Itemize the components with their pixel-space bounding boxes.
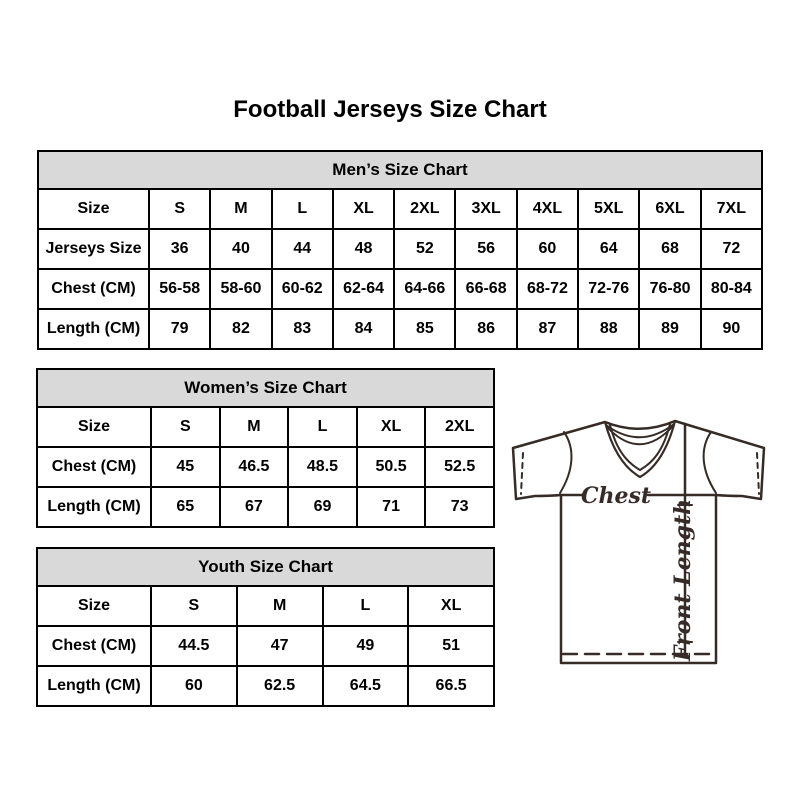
size-value-cell: 73: [425, 487, 494, 527]
mens-size-chart-table: [37, 150, 763, 350]
size-value-cell: L: [272, 189, 333, 229]
left-shoulder-seam: [560, 432, 571, 493]
chart-title-row: [37, 369, 494, 407]
right-shoulder-seam: [704, 432, 716, 493]
size-value-cell: 51: [408, 626, 494, 666]
table-row: [38, 309, 762, 349]
chart-title-row: [38, 151, 762, 189]
youth-chart-title: Youth Size Chart: [37, 548, 494, 586]
row-label: Chest (CM): [37, 447, 151, 487]
vneck-inner-line: [610, 424, 670, 470]
size-value-cell: 44.5: [151, 626, 237, 666]
size-value-cell: 44: [272, 229, 333, 269]
table-row: [37, 487, 494, 527]
size-value-cell: 2XL: [425, 407, 494, 447]
size-value-cell: XL: [333, 189, 394, 229]
size-value-cell: 85: [394, 309, 455, 349]
size-value-cell: 48: [333, 229, 394, 269]
size-value-cell: 87: [517, 309, 578, 349]
size-value-cell: 48.5: [288, 447, 357, 487]
row-label: Chest (CM): [38, 269, 149, 309]
row-label: Size: [37, 586, 151, 626]
table-row: [37, 447, 494, 487]
size-value-cell: 90: [701, 309, 762, 349]
size-value-cell: 5XL: [578, 189, 639, 229]
size-value-cell: 76-80: [639, 269, 700, 309]
row-label: Length (CM): [38, 309, 149, 349]
size-value-cell: 79: [149, 309, 210, 349]
size-value-cell: 72: [701, 229, 762, 269]
size-value-cell: 84: [333, 309, 394, 349]
right-cuff-dashed-line: [757, 453, 759, 494]
row-label: Length (CM): [37, 666, 151, 706]
size-value-cell: 80-84: [701, 269, 762, 309]
size-value-cell: 62-64: [333, 269, 394, 309]
size-value-cell: 68-72: [517, 269, 578, 309]
womens-chart-title: Women’s Size Chart: [37, 369, 494, 407]
size-value-cell: 60: [517, 229, 578, 269]
size-value-cell: 58-60: [210, 269, 271, 309]
size-value-cell: XL: [408, 586, 494, 626]
size-value-cell: 82: [210, 309, 271, 349]
chart-title-row: [37, 548, 494, 586]
chest-label: Chest: [580, 483, 652, 509]
size-value-cell: M: [210, 189, 271, 229]
table-row: [37, 586, 494, 626]
size-value-cell: L: [288, 407, 357, 447]
size-value-cell: M: [237, 586, 323, 626]
size-value-cell: 66-68: [455, 269, 516, 309]
size-value-cell: 56-58: [149, 269, 210, 309]
size-value-cell: 50.5: [357, 447, 426, 487]
size-value-cell: 72-76: [578, 269, 639, 309]
size-value-cell: 69: [288, 487, 357, 527]
size-value-cell: 64: [578, 229, 639, 269]
size-value-cell: 60-62: [272, 269, 333, 309]
size-value-cell: M: [220, 407, 289, 447]
size-value-cell: 65: [151, 487, 220, 527]
size-value-cell: 52: [394, 229, 455, 269]
size-value-cell: 2XL: [394, 189, 455, 229]
size-value-cell: 3XL: [455, 189, 516, 229]
table-row: [37, 666, 494, 706]
size-value-cell: 68: [639, 229, 700, 269]
size-value-cell: 64.5: [323, 666, 409, 706]
size-value-cell: 46.5: [220, 447, 289, 487]
mens-chart-title: Men’s Size Chart: [38, 151, 762, 189]
row-label: Chest (CM): [37, 626, 151, 666]
row-label: Size: [38, 189, 149, 229]
size-value-cell: 47: [237, 626, 323, 666]
size-value-cell: 7XL: [701, 189, 762, 229]
size-value-cell: 45: [151, 447, 220, 487]
front-length-label: Front Length: [670, 498, 696, 662]
youth-size-chart-table: [36, 547, 495, 707]
size-value-cell: 86: [455, 309, 516, 349]
size-value-cell: 4XL: [517, 189, 578, 229]
table-row: [37, 626, 494, 666]
table-row: [38, 229, 762, 269]
table-row: [38, 189, 762, 229]
size-value-cell: 36: [149, 229, 210, 269]
row-label: Size: [37, 407, 151, 447]
size-value-cell: S: [149, 189, 210, 229]
size-value-cell: 67: [220, 487, 289, 527]
size-value-cell: 89: [639, 309, 700, 349]
size-value-cell: XL: [357, 407, 426, 447]
row-label: Jerseys Size: [38, 229, 149, 269]
size-value-cell: S: [151, 407, 220, 447]
size-value-cell: 71: [357, 487, 426, 527]
size-value-cell: 6XL: [639, 189, 700, 229]
page-title: Football Jerseys Size Chart: [233, 96, 547, 123]
size-value-cell: 62.5: [237, 666, 323, 706]
size-value-cell: 56: [455, 229, 516, 269]
table-row: [38, 269, 762, 309]
size-value-cell: 60: [151, 666, 237, 706]
table-row: [37, 407, 494, 447]
size-value-cell: 66.5: [408, 666, 494, 706]
jersey-outline-shape: [513, 421, 764, 663]
size-value-cell: 64-66: [394, 269, 455, 309]
size-value-cell: 88: [578, 309, 639, 349]
size-value-cell: 40: [210, 229, 271, 269]
womens-size-chart-table: [36, 368, 495, 528]
size-value-cell: S: [151, 586, 237, 626]
size-value-cell: L: [323, 586, 409, 626]
size-value-cell: 49: [323, 626, 409, 666]
row-label: Length (CM): [37, 487, 151, 527]
jersey-measurement-diagram: [500, 400, 780, 675]
size-value-cell: 83: [272, 309, 333, 349]
size-value-cell: 52.5: [425, 447, 494, 487]
left-cuff-dashed-line: [521, 453, 523, 494]
